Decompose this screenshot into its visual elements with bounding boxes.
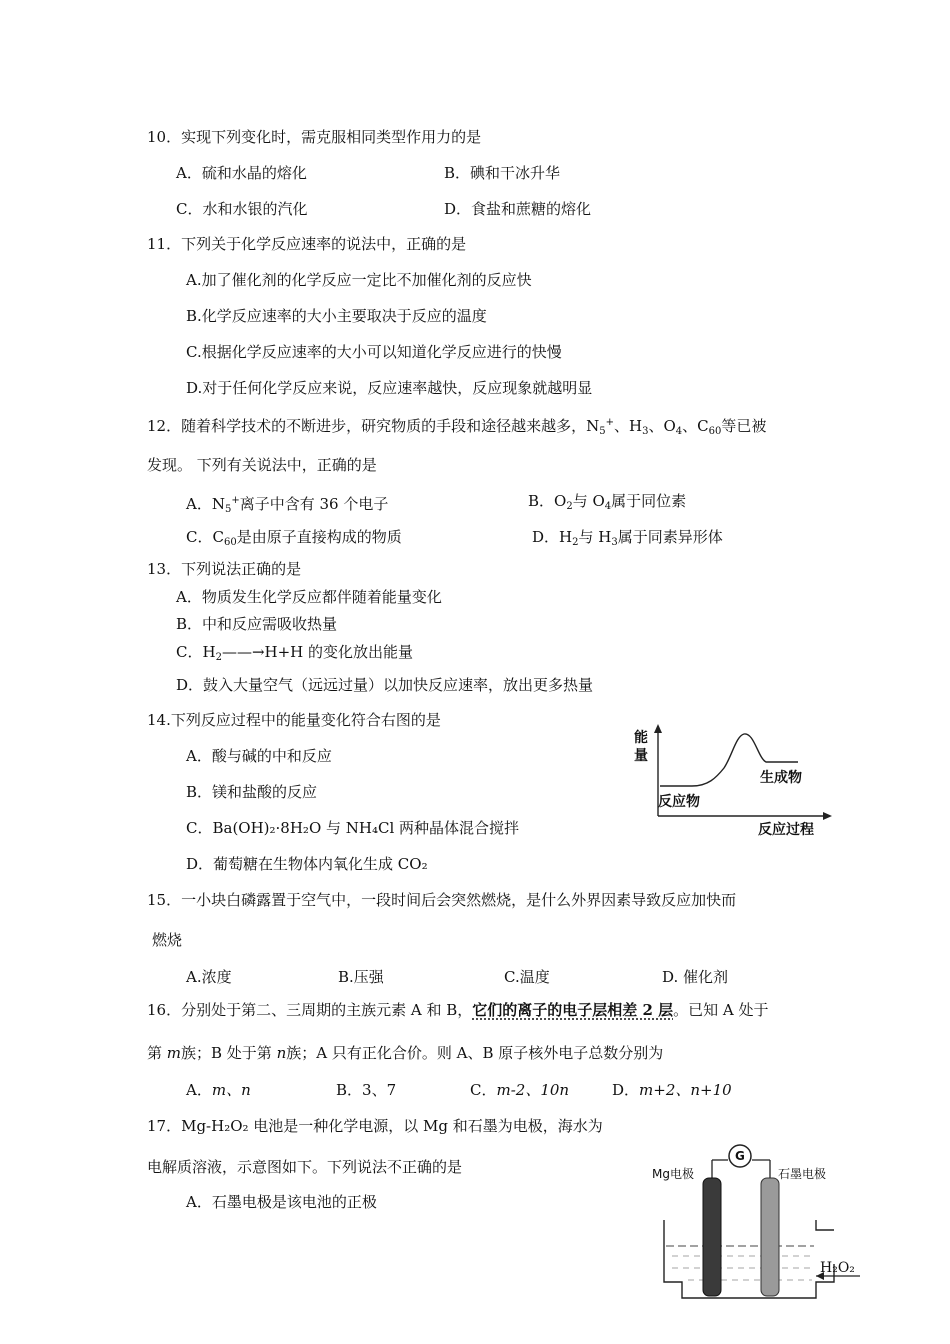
energy-diagram (630, 722, 840, 844)
q11-option-b: B.化学反应速率的大小主要取决于反应的温度 (186, 307, 487, 325)
q15-option-b: B.压强 (338, 968, 384, 986)
q13-option-a: A．物质发生化学反应都伴随着能量变化 (176, 588, 442, 606)
q15-option-c: C.温度 (504, 968, 550, 986)
galvanometer-label: G (735, 1149, 745, 1163)
q15-stem-line2: 燃烧 (152, 931, 183, 949)
cell-diagram-svg (648, 1134, 870, 1304)
q13-stem: 13．下列说法正确的是 (147, 560, 302, 578)
energy-axis-y-arrow (654, 724, 662, 733)
q10-option-b: B．碘和干冰升华 (444, 164, 561, 182)
q12-option-b: B．$O_2$与 $O_4$属于同位素 (528, 492, 687, 512)
mg-electrode (703, 1178, 721, 1296)
q16-stem-line2: 第 m族；B 处于第 n族；A 只有正化合价。则 A、B 原子核外电子总数分别为 (147, 1044, 664, 1062)
energy-reactant-label: 反应物 (658, 794, 700, 810)
q16-option-a: A．m、n (186, 1081, 251, 1099)
h2o2-label: H₂O₂ (820, 1260, 855, 1276)
cell-diagram (648, 1134, 870, 1304)
q13-option-d: D．鼓入大量空气（远远过量）以加快反应速率，放出更多热量 (176, 676, 594, 694)
mg-electrode-label: Mg电极 (652, 1167, 694, 1181)
q13-option-c: C．$H_2——\to H+H$ 的变化放出能量 (176, 643, 414, 663)
energy-y-label-2: 量 (634, 748, 648, 764)
q14-stem: 14.下列反应过程中的能量变化符合右图的是 (147, 711, 441, 729)
q14-option-a: A．酸与碱的中和反应 (186, 747, 332, 765)
q12-option-c: C．$C_{60}$是由原子直接构成的物质 (186, 528, 402, 548)
q10-stem: 10．实现下列变化时，需克服相同类型作用力的是 (147, 128, 482, 146)
q12-stem-line2: 发现。 下列有关说法中，正确的是 (147, 456, 377, 474)
q11-option-d: D.对于任何化学反应来说，反应速率越快，反应现象就越明显 (186, 379, 593, 397)
energy-axis-x-arrow (823, 812, 832, 820)
q10-option-a: A．硫和水晶的熔化 (176, 164, 307, 182)
q12-option-d: D．$H_2$与 $H_3$属于同素异形体 (532, 528, 723, 548)
q12-option-a: A．$N_5^+$离子中含有 36 个电子 (186, 495, 389, 515)
q11-option-a: A.加了催化剂的化学反应一定比不加催化剂的反应快 (186, 271, 532, 289)
q16-option-b: B．3、7 (336, 1081, 397, 1099)
graphite-electrode-label: 石墨电极 (778, 1167, 827, 1181)
q14-option-d: D．葡萄糖在生物体内氧化生成 CO₂ (186, 855, 428, 873)
q15-option-d: D. 催化剂 (662, 968, 729, 986)
q11-option-c: C.根据化学反应速率的大小可以知道化学反应进行的快慢 (186, 343, 562, 361)
energy-y-label-1: 能 (634, 730, 648, 746)
q16-emphasis: 它们的离子的电子层相差 2 层 (472, 1001, 674, 1019)
q17-stem-line2: 电解质溶液，示意图如下。下列说法不正确的是 (147, 1158, 463, 1176)
q14-option-c: C．Ba(OH)₂·8H₂O 与 NH₄Cl 两种晶体混合搅拌 (186, 819, 520, 837)
q10-option-d: D．食盐和蔗糖的熔化 (444, 200, 592, 218)
cell-container (664, 1264, 834, 1298)
graphite-electrode (761, 1178, 779, 1296)
q17-option-a: A．石墨电极是该电池的正极 (186, 1193, 377, 1211)
q16-option-c: C．m-2、10n (470, 1081, 570, 1099)
energy-x-label: 反应过程 (758, 822, 814, 838)
q17-stem: 17．Mg-H₂O₂ 电池是一种化学电源，以 Mg 和石墨为电极，海水为 (147, 1117, 603, 1135)
q15-stem: 15．一小块白磷露置于空气中，一段时间后会突然燃烧，是什么外界因素导致反应加快而 (147, 891, 737, 909)
q10-option-c: C．水和水银的汽化 (176, 200, 308, 218)
q16-stem: 16．分别处于第二、三周期的主族元素 A 和 B，它们的离子的电子层相差 2 层。已知 A 处于 (147, 1001, 769, 1019)
q11-stem: 11．下列关于化学反应速率的说法中，正确的是 (147, 235, 467, 253)
q13-option-b: B．中和反应需吸收热量 (176, 615, 338, 633)
q15-option-a: A.浓度 (186, 968, 232, 986)
q12-stem: 12．随着科学技术的不断进步，研究物质的手段和途径越来越多，$N_5^+$、$H_3$、$O_4$、$C_{60}$等已被 (147, 417, 767, 437)
q16-option-d: D．m+2、n+10 (612, 1081, 732, 1099)
q14-option-b: B．镁和盐酸的反应 (186, 783, 318, 801)
energy-product-label: 生成物 (760, 770, 802, 786)
